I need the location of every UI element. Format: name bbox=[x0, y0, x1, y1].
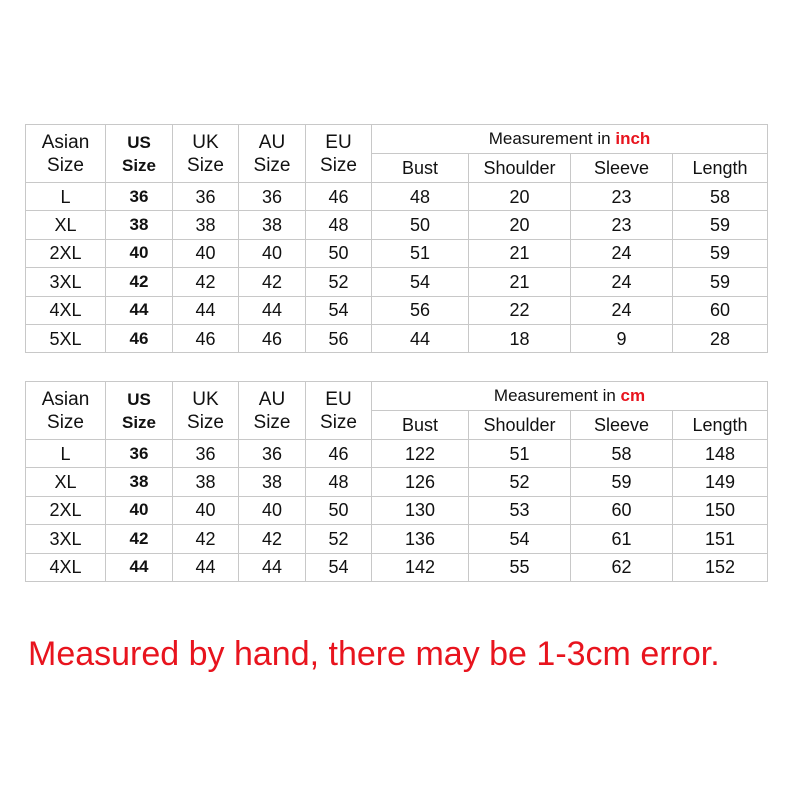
cell-shoulder: 20 bbox=[469, 183, 571, 211]
cell-eu-size: 50 bbox=[306, 496, 372, 524]
cell-length: 58 bbox=[673, 183, 768, 211]
cell-bust: 122 bbox=[372, 440, 469, 468]
header-shoulder: Shoulder bbox=[469, 411, 571, 440]
cell-sleeve: 9 bbox=[571, 324, 673, 352]
cell-uk-size: 42 bbox=[173, 268, 239, 296]
cell-sleeve: 24 bbox=[571, 296, 673, 324]
cell-asian-size: 4XL bbox=[26, 553, 106, 581]
cell-length: 59 bbox=[673, 211, 768, 239]
cell-uk-size: 42 bbox=[173, 525, 239, 553]
size-table-cm bbox=[25, 381, 768, 582]
cell-eu-size: 54 bbox=[306, 553, 372, 581]
cell-shoulder: 54 bbox=[469, 525, 571, 553]
cell-sleeve: 23 bbox=[571, 211, 673, 239]
cell-sleeve: 60 bbox=[571, 496, 673, 524]
cell-au-size: 36 bbox=[239, 183, 306, 211]
table-row bbox=[26, 440, 768, 468]
cell-length: 59 bbox=[673, 239, 768, 267]
cell-asian-size: 2XL bbox=[26, 496, 106, 524]
cell-bust: 130 bbox=[372, 496, 469, 524]
cell-sleeve: 24 bbox=[571, 268, 673, 296]
cell-us-size: 44 bbox=[106, 553, 173, 581]
header-sleeve: Sleeve bbox=[571, 154, 673, 183]
cell-asian-size: 3XL bbox=[26, 268, 106, 296]
cell-bust: 136 bbox=[372, 525, 469, 553]
header-uk-size: UK Size bbox=[173, 382, 239, 440]
cell-au-size: 38 bbox=[239, 211, 306, 239]
table-row bbox=[26, 468, 768, 496]
header-length: Length bbox=[673, 154, 768, 183]
cell-bust: 44 bbox=[372, 324, 469, 352]
cell-asian-size: XL bbox=[26, 468, 106, 496]
cell-sleeve: 58 bbox=[571, 440, 673, 468]
cell-us-size: 40 bbox=[106, 239, 173, 267]
cell-eu-size: 52 bbox=[306, 268, 372, 296]
cell-shoulder: 52 bbox=[469, 468, 571, 496]
cell-eu-size: 48 bbox=[306, 468, 372, 496]
cell-length: 151 bbox=[673, 525, 768, 553]
header-measurement-cm: Measurement in cm bbox=[372, 382, 768, 411]
cell-uk-size: 38 bbox=[173, 211, 239, 239]
header-sleeve: Sleeve bbox=[571, 411, 673, 440]
cell-sleeve: 23 bbox=[571, 183, 673, 211]
table-row bbox=[26, 496, 768, 524]
header-eu-size: EU Size bbox=[306, 382, 372, 440]
cell-us-size: 44 bbox=[106, 296, 173, 324]
cell-asian-size: L bbox=[26, 440, 106, 468]
cell-uk-size: 40 bbox=[173, 496, 239, 524]
cell-shoulder: 21 bbox=[469, 268, 571, 296]
header-asian-size: Asian Size bbox=[26, 382, 106, 440]
unit-label-cm: cm bbox=[620, 386, 646, 405]
table-row bbox=[26, 324, 768, 352]
size-table-inch bbox=[25, 124, 768, 353]
cell-asian-size: 3XL bbox=[26, 525, 106, 553]
cell-length: 28 bbox=[673, 324, 768, 352]
unit-label-inch: inch bbox=[615, 129, 651, 148]
header-au-size: AU Size bbox=[239, 382, 306, 440]
cell-bust: 142 bbox=[372, 553, 469, 581]
cell-us-size: 38 bbox=[106, 211, 173, 239]
header-length: Length bbox=[673, 411, 768, 440]
table-row bbox=[26, 211, 768, 239]
cell-uk-size: 46 bbox=[173, 324, 239, 352]
cell-au-size: 36 bbox=[239, 440, 306, 468]
cell-au-size: 44 bbox=[239, 296, 306, 324]
cell-us-size: 36 bbox=[106, 440, 173, 468]
cell-uk-size: 40 bbox=[173, 239, 239, 267]
cell-us-size: 40 bbox=[106, 496, 173, 524]
table-row bbox=[26, 183, 768, 211]
cell-bust: 51 bbox=[372, 239, 469, 267]
cell-eu-size: 54 bbox=[306, 296, 372, 324]
cell-au-size: 40 bbox=[239, 496, 306, 524]
cell-eu-size: 46 bbox=[306, 183, 372, 211]
cell-shoulder: 21 bbox=[469, 239, 571, 267]
cell-us-size: 38 bbox=[106, 468, 173, 496]
cell-length: 149 bbox=[673, 468, 768, 496]
cell-uk-size: 38 bbox=[173, 468, 239, 496]
cell-length: 60 bbox=[673, 296, 768, 324]
cell-au-size: 42 bbox=[239, 268, 306, 296]
cell-shoulder: 18 bbox=[469, 324, 571, 352]
cell-sleeve: 24 bbox=[571, 239, 673, 267]
cell-sleeve: 59 bbox=[571, 468, 673, 496]
cell-au-size: 44 bbox=[239, 553, 306, 581]
header-measurement-inch: Measurement in inch bbox=[372, 125, 768, 154]
table-body-cm bbox=[26, 440, 768, 582]
header-eu-size: EU Size bbox=[306, 125, 372, 183]
cell-bust: 50 bbox=[372, 211, 469, 239]
cell-asian-size: L bbox=[26, 183, 106, 211]
cell-bust: 56 bbox=[372, 296, 469, 324]
header-shoulder: Shoulder bbox=[469, 154, 571, 183]
header-asian-size: Asian Size bbox=[26, 125, 106, 183]
cell-uk-size: 44 bbox=[173, 553, 239, 581]
table-row bbox=[26, 268, 768, 296]
cell-bust: 126 bbox=[372, 468, 469, 496]
cell-length: 59 bbox=[673, 268, 768, 296]
cell-eu-size: 52 bbox=[306, 525, 372, 553]
cell-us-size: 36 bbox=[106, 183, 173, 211]
cell-au-size: 42 bbox=[239, 525, 306, 553]
cell-uk-size: 36 bbox=[173, 440, 239, 468]
header-row-top bbox=[26, 382, 768, 411]
cell-us-size: 42 bbox=[106, 525, 173, 553]
cell-au-size: 38 bbox=[239, 468, 306, 496]
table-row bbox=[26, 239, 768, 267]
header-uk-size: UK Size bbox=[173, 125, 239, 183]
cell-length: 148 bbox=[673, 440, 768, 468]
header-us-size: US Size bbox=[106, 125, 173, 183]
header-row-top bbox=[26, 125, 768, 154]
measurement-note: Measured by hand, there may be 1-3cm error. bbox=[28, 635, 720, 673]
cell-length: 152 bbox=[673, 553, 768, 581]
cell-asian-size: 2XL bbox=[26, 239, 106, 267]
table-row bbox=[26, 525, 768, 553]
cell-shoulder: 53 bbox=[469, 496, 571, 524]
cell-au-size: 46 bbox=[239, 324, 306, 352]
cell-eu-size: 48 bbox=[306, 211, 372, 239]
cell-sleeve: 61 bbox=[571, 525, 673, 553]
cell-eu-size: 46 bbox=[306, 440, 372, 468]
cell-asian-size: XL bbox=[26, 211, 106, 239]
cell-uk-size: 44 bbox=[173, 296, 239, 324]
header-bust: Bust bbox=[372, 411, 469, 440]
header-us-size: US Size bbox=[106, 382, 173, 440]
cell-bust: 54 bbox=[372, 268, 469, 296]
table-body-inch bbox=[26, 183, 768, 353]
cell-shoulder: 51 bbox=[469, 440, 571, 468]
header-au-size: AU Size bbox=[239, 125, 306, 183]
cell-eu-size: 56 bbox=[306, 324, 372, 352]
table-row bbox=[26, 296, 768, 324]
cell-shoulder: 55 bbox=[469, 553, 571, 581]
cell-asian-size: 5XL bbox=[26, 324, 106, 352]
cell-us-size: 42 bbox=[106, 268, 173, 296]
cell-shoulder: 20 bbox=[469, 211, 571, 239]
cell-length: 150 bbox=[673, 496, 768, 524]
cell-asian-size: 4XL bbox=[26, 296, 106, 324]
cell-shoulder: 22 bbox=[469, 296, 571, 324]
cell-au-size: 40 bbox=[239, 239, 306, 267]
cell-eu-size: 50 bbox=[306, 239, 372, 267]
cell-uk-size: 36 bbox=[173, 183, 239, 211]
cell-sleeve: 62 bbox=[571, 553, 673, 581]
table-row bbox=[26, 553, 768, 581]
cell-us-size: 46 bbox=[106, 324, 173, 352]
cell-bust: 48 bbox=[372, 183, 469, 211]
header-bust: Bust bbox=[372, 154, 469, 183]
